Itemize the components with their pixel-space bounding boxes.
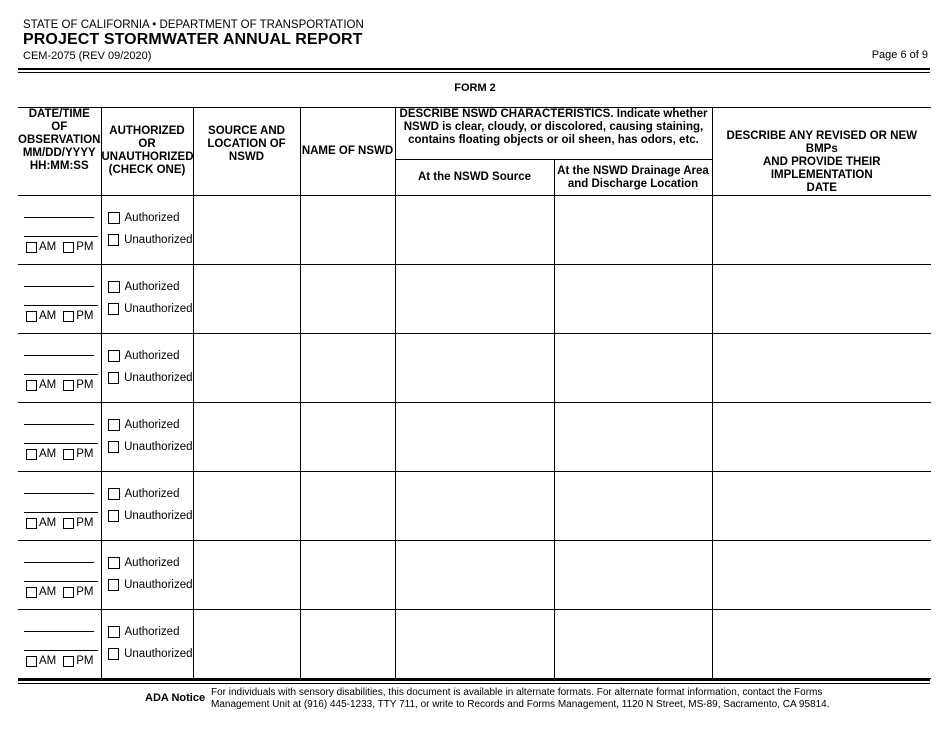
revised-bmps-cell[interactable] <box>712 334 931 403</box>
unauthorized-checkbox[interactable] <box>108 303 120 315</box>
am-label: AM <box>39 241 57 253</box>
authorized-checkbox[interactable] <box>108 488 120 500</box>
time-line[interactable] <box>24 236 98 237</box>
nswd-name-cell[interactable] <box>300 334 395 403</box>
footer-rule-thick <box>18 679 930 681</box>
authorized-label: Authorized <box>124 419 180 431</box>
datetime-cell[interactable] <box>18 403 101 472</box>
authorized-checkbox[interactable] <box>108 212 120 224</box>
source-location-cell[interactable] <box>193 265 300 334</box>
time-line[interactable] <box>24 374 98 375</box>
at-source-cell[interactable] <box>395 403 554 472</box>
nswd-name-cell[interactable] <box>300 265 395 334</box>
unauthorized-checkbox[interactable] <box>108 372 120 384</box>
report-title: PROJECT STORMWATER ANNUAL REPORT <box>23 31 363 48</box>
am-label: AM <box>39 379 57 391</box>
col-header-describe: DESCRIBE NSWD CHARACTERISTICS. Indicate whether NSWD is clear, cloudy, or discolored, causing staining, contains floating objects or oil sheen, has odors, etc. <box>395 108 712 160</box>
authorized-cell <box>101 610 193 679</box>
table-row <box>18 334 931 403</box>
nswd-name-cell[interactable] <box>300 196 395 265</box>
authorized-cell <box>101 334 193 403</box>
am-label: AM <box>39 310 57 322</box>
unauthorized-label: Unauthorized <box>124 234 193 246</box>
authorized-cell <box>101 196 193 265</box>
pm-label: PM <box>76 655 94 667</box>
pm-label: PM <box>76 310 94 322</box>
source-location-cell[interactable] <box>193 403 300 472</box>
unauthorized-checkbox[interactable] <box>108 510 120 522</box>
authorized-checkbox[interactable] <box>108 281 120 293</box>
authorized-cell <box>101 403 193 472</box>
pm-label: PM <box>76 379 94 391</box>
nswd-name-cell[interactable] <box>300 541 395 610</box>
authorized-label: Authorized <box>124 557 180 569</box>
datetime-cell[interactable] <box>18 265 101 334</box>
at-drainage-cell[interactable] <box>554 610 712 679</box>
revised-bmps-cell[interactable] <box>712 265 931 334</box>
pm-label: PM <box>76 517 94 529</box>
datetime-cell[interactable] <box>18 610 101 679</box>
at-drainage-cell[interactable] <box>554 541 712 610</box>
col-header-at-source: At the NSWD Source <box>395 160 554 196</box>
authorized-checkbox[interactable] <box>108 419 120 431</box>
authorized-label: Authorized <box>124 626 180 638</box>
col-header-source: SOURCE AND LOCATION OF NSWD <box>193 108 300 196</box>
source-location-cell[interactable] <box>193 196 300 265</box>
unauthorized-checkbox[interactable] <box>108 234 120 246</box>
ada-notice-text: For individuals with sensory disabilities, this document is available in alternate formats. For alternate format information, contact the Forms Management Unit at (916) 445-1233, TTY 711, or write to Records and Forms Management, 1120 N Street, MS-89, Sacramento, CA 95814. <box>211 687 830 710</box>
at-source-cell[interactable] <box>395 334 554 403</box>
at-drainage-cell[interactable] <box>554 403 712 472</box>
table-row <box>18 403 931 472</box>
date-line[interactable] <box>24 562 94 563</box>
am-checkbox[interactable] <box>26 449 37 460</box>
col-header-at-drainage: At the NSWD Drainage Area and Discharge Location <box>554 160 712 196</box>
authorized-label: Authorized <box>124 281 180 293</box>
authorized-label: Authorized <box>124 488 180 500</box>
authorized-checkbox[interactable] <box>108 557 120 569</box>
am-label: AM <box>39 517 57 529</box>
revised-bmps-cell[interactable] <box>712 610 931 679</box>
authorized-cell <box>101 265 193 334</box>
pm-label: PM <box>76 241 94 253</box>
am-label: AM <box>39 448 57 460</box>
header-rule-thin <box>18 72 930 73</box>
unauthorized-label: Unauthorized <box>124 510 193 522</box>
nswd-name-cell[interactable] <box>300 610 395 679</box>
datetime-cell[interactable] <box>18 196 101 265</box>
time-line[interactable] <box>24 512 98 513</box>
am-label: AM <box>39 586 57 598</box>
date-line[interactable] <box>24 424 94 425</box>
header-rule-thick <box>18 68 930 70</box>
revised-bmps-cell[interactable] <box>712 403 931 472</box>
pm-checkbox[interactable] <box>63 656 74 667</box>
revised-bmps-cell[interactable] <box>712 541 931 610</box>
revised-bmps-cell[interactable] <box>712 472 931 541</box>
pm-checkbox[interactable] <box>63 311 74 322</box>
at-source-cell[interactable] <box>395 541 554 610</box>
time-line[interactable] <box>24 443 98 444</box>
at-drainage-cell[interactable] <box>554 196 712 265</box>
am-checkbox[interactable] <box>26 518 37 529</box>
unauthorized-label: Unauthorized <box>124 441 193 453</box>
am-label: AM <box>39 655 57 667</box>
source-location-cell[interactable] <box>193 334 300 403</box>
pm-checkbox[interactable] <box>63 242 74 253</box>
table-row <box>18 196 931 265</box>
at-source-cell[interactable] <box>395 472 554 541</box>
col-header-revised-bmps: DESCRIBE ANY REVISED OR NEW BMPs AND PROVIDE THEIR IMPLEMENTATION DATE <box>712 108 931 196</box>
table-row <box>18 472 931 541</box>
pm-checkbox[interactable] <box>63 518 74 529</box>
date-line[interactable] <box>24 286 94 287</box>
date-line[interactable] <box>24 355 94 356</box>
revised-bmps-cell[interactable] <box>712 196 931 265</box>
authorized-label: Authorized <box>124 350 180 362</box>
unauthorized-label: Unauthorized <box>124 648 193 660</box>
col-header-name: NAME OF NSWD <box>300 108 395 196</box>
time-line[interactable] <box>24 305 98 306</box>
table-row <box>18 610 931 679</box>
source-location-cell[interactable] <box>193 472 300 541</box>
col-header-authorized: AUTHORIZED OR UNAUTHORIZED (CHECK ONE) <box>101 108 193 196</box>
pm-label: PM <box>76 586 94 598</box>
at-drainage-cell[interactable] <box>554 334 712 403</box>
am-checkbox[interactable] <box>26 380 37 391</box>
nswd-name-cell[interactable] <box>300 403 395 472</box>
am-checkbox[interactable] <box>26 311 37 322</box>
at-source-cell[interactable] <box>395 265 554 334</box>
datetime-cell[interactable] <box>18 541 101 610</box>
pm-checkbox[interactable] <box>63 587 74 598</box>
date-line[interactable] <box>24 631 94 632</box>
at-drainage-cell[interactable] <box>554 265 712 334</box>
form-code: CEM-2075 (REV 09/2020) <box>23 50 152 62</box>
time-line[interactable] <box>24 650 98 651</box>
date-line[interactable] <box>24 493 94 494</box>
table-row <box>18 265 931 334</box>
nswd-name-cell[interactable] <box>300 472 395 541</box>
col-header-datetime: DATE/TIME OF OBSERVATION MM/DD/YYYY HH:MM:SS <box>18 108 101 196</box>
page-number: Page 6 of 9 <box>871 49 928 61</box>
nswd-table <box>18 107 931 679</box>
agency-line: STATE OF CALIFORNIA • DEPARTMENT OF TRANSPORTATION <box>23 19 364 31</box>
unauthorized-label: Unauthorized <box>124 303 193 315</box>
pm-checkbox[interactable] <box>63 380 74 391</box>
pm-checkbox[interactable] <box>63 449 74 460</box>
at-source-cell[interactable] <box>395 610 554 679</box>
authorized-cell <box>101 472 193 541</box>
source-location-cell[interactable] <box>193 541 300 610</box>
pm-label: PM <box>76 448 94 460</box>
unauthorized-checkbox[interactable] <box>108 441 120 453</box>
time-line[interactable] <box>24 581 98 582</box>
unauthorized-checkbox[interactable] <box>108 579 120 591</box>
unauthorized-checkbox[interactable] <box>108 648 120 660</box>
datetime-cell[interactable] <box>18 334 101 403</box>
am-checkbox[interactable] <box>26 587 37 598</box>
authorized-cell <box>101 541 193 610</box>
footer-rule-thin <box>18 683 930 684</box>
unauthorized-label: Unauthorized <box>124 372 193 384</box>
at-source-cell[interactable] <box>395 196 554 265</box>
ada-notice-label: ADA Notice <box>145 692 206 704</box>
authorized-checkbox[interactable] <box>108 350 120 362</box>
authorized-checkbox[interactable] <box>108 626 120 638</box>
datetime-cell[interactable] <box>18 472 101 541</box>
am-checkbox[interactable] <box>26 656 37 667</box>
am-checkbox[interactable] <box>26 242 37 253</box>
form-label: FORM 2 <box>454 82 496 94</box>
authorized-label: Authorized <box>124 212 180 224</box>
source-location-cell[interactable] <box>193 610 300 679</box>
date-line[interactable] <box>24 217 94 218</box>
table-row <box>18 541 931 610</box>
at-drainage-cell[interactable] <box>554 472 712 541</box>
unauthorized-label: Unauthorized <box>124 579 193 591</box>
